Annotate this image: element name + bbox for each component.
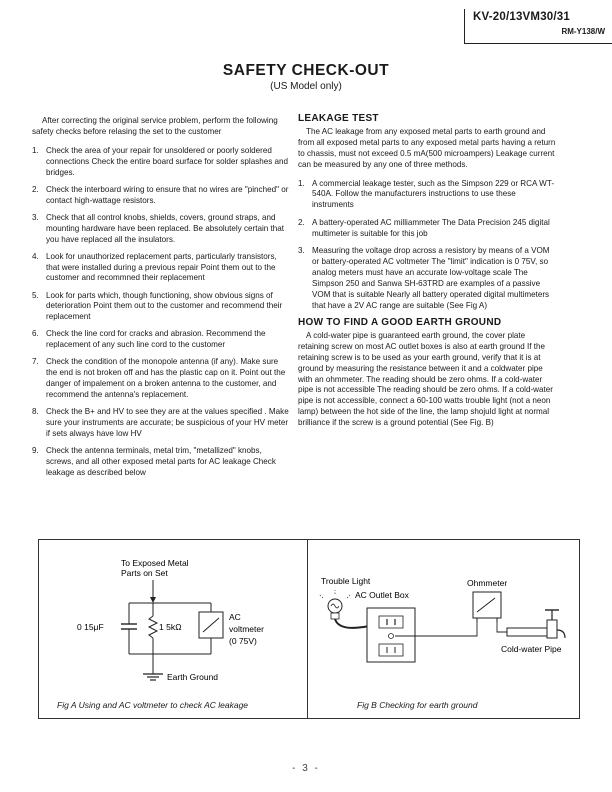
meter-label-range: (0 75V) (229, 636, 257, 646)
capacitor-label: 0 15μF (77, 622, 104, 632)
list-item: 3. Check that all control knobs, shields, covers, ground straps, and mounting hardware have been replaced. Be absolutely certain that you have replaced all the insulators. (32, 212, 285, 244)
list-item: 4. Look for unauthorized replacement parts, particularly transistors, that were installed during a previous repair Point them out to the customer and recommned their replacement (32, 251, 277, 283)
left-column (32, 116, 290, 485)
outlet-box-label: AC Outlet Box (355, 590, 409, 600)
list-item: 1. Check the area of your repair for unsoldered or poorly soldered connections Check the entire board surface for solder splashes and bridges. (32, 145, 289, 177)
resistor-icon (149, 616, 157, 638)
ohmmeter-icon (473, 592, 501, 618)
figure-divider (307, 540, 308, 718)
intro-paragraph: After correcting the original service problem, perform the following safety checks before relasing the set to the customer (32, 116, 278, 136)
page-number: - 3 - (292, 763, 320, 774)
ohmmeter-label: Ohmmeter (467, 578, 508, 588)
fig-a-label-top: To Exposed Metal (121, 558, 189, 568)
fig-a-label-top2: Parts on Set (121, 568, 168, 578)
arrow-down-icon (150, 597, 156, 603)
list-item: 9. Check the antenna terminals, metal trim, "metallized" knobs, screws, and all other exposed metal parts for AC leakage Check leakage as described below (32, 446, 276, 477)
leakage-intro: The AC leakage from any exposed metal parts to earth ground and from all exposed metal parts to any exposed metal parts having a return to chassis, must not exceed 0.5 mA(500 microampers) Leakage current can be measured by any one of three methods. (298, 126, 556, 169)
earth-ground-heading: HOW TO FIND A GOOD EARTH GROUND (298, 317, 502, 328)
list-item: 1. A commercial leakage tester, such as the Simpson 229 or RCA WT-540A. Follow the manufacturers instructions to use these instruments (298, 178, 555, 210)
screw-icon (389, 634, 394, 639)
fig-a-diagram (39, 540, 307, 698)
leakage-test-heading: LEAKAGE TEST (298, 113, 379, 124)
right-column (298, 114, 558, 437)
fig-b-diagram (309, 540, 579, 698)
list-item: 5. Look for parts which, though functioning, show obvious signs of deterioration Point them out to the customer and recommend their replacement (32, 290, 283, 322)
model-header (464, 9, 612, 44)
trouble-light-label: Trouble Light (321, 576, 371, 586)
water-pipe-icon (507, 628, 549, 636)
model-number: KV-20/13VM30/31 (473, 11, 570, 23)
fig-a-caption: Fig A Using and AC voltmeter to check AC leakage (57, 700, 249, 710)
leakage-methods-list (298, 179, 558, 312)
list-item: 7. Check the condition of the monopole antenna (if any). Make sure the end is not broken off and has the plastic cap on it. Point out the danger of impalement on a broken antenna to the customer, and recommend the antenna's replacement. (32, 357, 286, 400)
figures-box (38, 539, 580, 719)
meter-label-ac: AC (229, 612, 241, 622)
page-title: SAFETY CHECK-OUT (222, 62, 390, 79)
meter-label-voltmeter: voltmeter (229, 624, 264, 634)
resistor-label: 1 5kΩ (159, 622, 182, 632)
list-item: 6. Check the line cord for cracks and abrasion. Recommend the replacement of any such line cord to the customer (32, 329, 266, 350)
ground-label: Earth Ground (167, 672, 219, 682)
safety-check-list (32, 146, 290, 479)
list-item: 8. Check the B+ and HV to see they are at the values specified . Make sure your instruments are accurate; be suspicious of your HV meter if sets always have low HV (32, 407, 289, 439)
list-item: 3. Measuring the voltage drop across a resistory by means of a VOM or battery-operated AC voltmeter The "limit" indication is 0 75V, so analog meters must have an accurate low-voltage scale The Simpson 250 and Sanwa SH-63TRD are examples of a passive VOM that is suitable Nearly all battery operated digital multimeters that have a 2V AC range are suitable (See Fig A) (298, 246, 550, 310)
page-subtitle: (US Model only) (270, 81, 342, 92)
faucet-icon (547, 620, 557, 638)
earth-ground-paragraph: A cold-water pipe is guaranteed earth ground, the cover plate retaining screw on most AC outlet boxes is also at earth ground If the retaining screw is to be used as your earth ground, verify that it is at ground by measuring the resistance between it and a coldwater pipe with an ohmmeter. The reading should be zero ohms. If a cold-water pipe is not accessible The reading should be zero ohms. If a cold-water pipe is not accessible, connect a 60-100 watts trouble light (not a neon lamp) between the hot side of the line, the lamp shojuld light at normal brilliance if the screw is a ground potential (See Fig. B) (298, 330, 553, 428)
list-item: 2. Check the interboard wiring to ensure that no wires are "pinched" or contact high-wattage resistors. (32, 184, 289, 205)
remote-model: RM-Y138/W (561, 27, 605, 36)
list-item: 2. A battery-operated AC milliammeter The Data Precision 245 digital multimeter is suitable for this job (298, 217, 550, 238)
fig-b-caption: Fig B Checking for earth ground (357, 700, 478, 710)
pipe-label: Cold-water Pipe (501, 644, 562, 654)
